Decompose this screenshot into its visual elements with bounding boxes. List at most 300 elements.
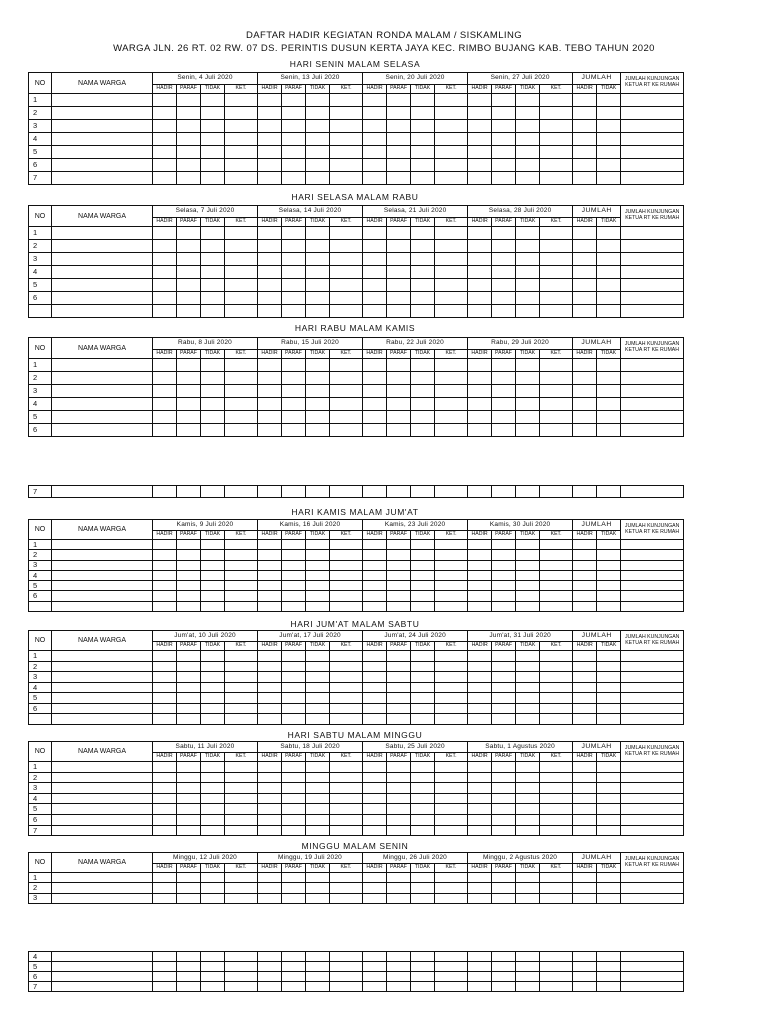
tidak-cell[interactable] (516, 873, 540, 883)
hadir-cell[interactable] (258, 172, 282, 185)
hadir-cell[interactable] (363, 982, 387, 992)
paraf-cell[interactable] (282, 305, 306, 318)
ket-cell[interactable] (225, 107, 258, 120)
nama-warga-cell[interactable] (52, 550, 153, 560)
hadir-cell[interactable] (258, 814, 282, 825)
hadir-cell[interactable] (258, 972, 282, 982)
hadir-cell[interactable] (153, 385, 177, 398)
paraf-cell[interactable] (387, 133, 411, 146)
paraf-cell[interactable] (177, 359, 201, 372)
jumlah-hadir-cell[interactable] (573, 982, 597, 992)
tidak-cell[interactable] (201, 172, 225, 185)
ket-cell[interactable] (435, 146, 468, 159)
hadir-cell[interactable] (363, 172, 387, 185)
nama-warga-cell[interactable] (52, 581, 153, 591)
hadir-cell[interactable] (258, 94, 282, 107)
paraf-cell[interactable] (492, 672, 516, 683)
tidak-cell[interactable] (201, 762, 225, 773)
ket-cell[interactable] (330, 982, 363, 992)
ket-cell[interactable] (540, 682, 573, 693)
paraf-cell[interactable] (177, 952, 201, 962)
ket-cell[interactable] (540, 952, 573, 962)
tidak-cell[interactable] (201, 424, 225, 437)
tidak-cell[interactable] (516, 661, 540, 672)
tidak-cell[interactable] (411, 962, 435, 972)
ket-cell[interactable] (330, 159, 363, 172)
hadir-cell[interactable] (153, 804, 177, 815)
hadir-cell[interactable] (468, 305, 492, 318)
paraf-cell[interactable] (387, 266, 411, 279)
ket-cell[interactable] (330, 560, 363, 570)
tidak-cell[interactable] (516, 94, 540, 107)
paraf-cell[interactable] (492, 793, 516, 804)
paraf-cell[interactable] (492, 94, 516, 107)
nama-warga-cell[interactable] (52, 814, 153, 825)
kunjungan-cell[interactable] (621, 982, 684, 992)
nama-warga-cell[interactable] (52, 172, 153, 185)
jumlah-hadir-cell[interactable] (573, 146, 597, 159)
jumlah-hadir-cell[interactable] (573, 570, 597, 580)
paraf-cell[interactable] (387, 240, 411, 253)
paraf-cell[interactable] (177, 486, 201, 498)
ket-cell[interactable] (540, 107, 573, 120)
tidak-cell[interactable] (516, 107, 540, 120)
hadir-cell[interactable] (258, 385, 282, 398)
tidak-cell[interactable] (306, 883, 330, 893)
paraf-cell[interactable] (492, 266, 516, 279)
paraf-cell[interactable] (177, 581, 201, 591)
tidak-cell[interactable] (201, 266, 225, 279)
jumlah-tidak-cell[interactable] (597, 372, 621, 385)
kunjungan-cell[interactable] (621, 240, 684, 253)
paraf-cell[interactable] (387, 159, 411, 172)
hadir-cell[interactable] (468, 133, 492, 146)
paraf-cell[interactable] (282, 952, 306, 962)
nama-warga-cell[interactable] (52, 486, 153, 498)
hadir-cell[interactable] (468, 825, 492, 836)
paraf-cell[interactable] (387, 550, 411, 560)
tidak-cell[interactable] (516, 893, 540, 903)
ket-cell[interactable] (435, 814, 468, 825)
paraf-cell[interactable] (282, 591, 306, 601)
tidak-cell[interactable] (516, 651, 540, 662)
paraf-cell[interactable] (177, 411, 201, 424)
paraf-cell[interactable] (387, 279, 411, 292)
hadir-cell[interactable] (258, 411, 282, 424)
tidak-cell[interactable] (411, 172, 435, 185)
hadir-cell[interactable] (153, 591, 177, 601)
paraf-cell[interactable] (492, 601, 516, 611)
ket-cell[interactable] (435, 714, 468, 725)
jumlah-tidak-cell[interactable] (597, 424, 621, 437)
paraf-cell[interactable] (177, 305, 201, 318)
jumlah-hadir-cell[interactable] (573, 591, 597, 601)
tidak-cell[interactable] (306, 672, 330, 683)
tidak-cell[interactable] (306, 424, 330, 437)
nama-warga-cell[interactable] (52, 661, 153, 672)
ket-cell[interactable] (330, 292, 363, 305)
ket-cell[interactable] (225, 952, 258, 962)
hadir-cell[interactable] (153, 703, 177, 714)
jumlah-hadir-cell[interactable] (573, 227, 597, 240)
paraf-cell[interactable] (492, 982, 516, 992)
hadir-cell[interactable] (468, 814, 492, 825)
tidak-cell[interactable] (411, 651, 435, 662)
hadir-cell[interactable] (363, 651, 387, 662)
tidak-cell[interactable] (201, 714, 225, 725)
kunjungan-cell[interactable] (621, 703, 684, 714)
jumlah-tidak-cell[interactable] (597, 601, 621, 611)
ket-cell[interactable] (225, 398, 258, 411)
tidak-cell[interactable] (516, 825, 540, 836)
nama-warga-cell[interactable] (52, 651, 153, 662)
ket-cell[interactable] (330, 411, 363, 424)
paraf-cell[interactable] (282, 486, 306, 498)
hadir-cell[interactable] (468, 372, 492, 385)
jumlah-hadir-cell[interactable] (573, 398, 597, 411)
hadir-cell[interactable] (153, 793, 177, 804)
nama-warga-cell[interactable] (52, 411, 153, 424)
ket-cell[interactable] (435, 703, 468, 714)
paraf-cell[interactable] (282, 601, 306, 611)
jumlah-tidak-cell[interactable] (597, 398, 621, 411)
tidak-cell[interactable] (411, 560, 435, 570)
hadir-cell[interactable] (468, 693, 492, 704)
tidak-cell[interactable] (201, 793, 225, 804)
ket-cell[interactable] (330, 133, 363, 146)
paraf-cell[interactable] (177, 825, 201, 836)
jumlah-hadir-cell[interactable] (573, 952, 597, 962)
ket-cell[interactable] (540, 893, 573, 903)
ket-cell[interactable] (540, 146, 573, 159)
kunjungan-cell[interactable] (621, 814, 684, 825)
jumlah-hadir-cell[interactable] (573, 172, 597, 185)
ket-cell[interactable] (330, 873, 363, 883)
paraf-cell[interactable] (282, 825, 306, 836)
hadir-cell[interactable] (468, 107, 492, 120)
kunjungan-cell[interactable] (621, 398, 684, 411)
paraf-cell[interactable] (177, 672, 201, 683)
hadir-cell[interactable] (258, 703, 282, 714)
hadir-cell[interactable] (153, 227, 177, 240)
ket-cell[interactable] (225, 825, 258, 836)
ket-cell[interactable] (540, 873, 573, 883)
jumlah-hadir-cell[interactable] (573, 253, 597, 266)
ket-cell[interactable] (330, 359, 363, 372)
hadir-cell[interactable] (363, 672, 387, 683)
hadir-cell[interactable] (258, 372, 282, 385)
hadir-cell[interactable] (258, 253, 282, 266)
paraf-cell[interactable] (282, 581, 306, 591)
ket-cell[interactable] (435, 762, 468, 773)
tidak-cell[interactable] (411, 540, 435, 550)
hadir-cell[interactable] (468, 159, 492, 172)
paraf-cell[interactable] (387, 661, 411, 672)
ket-cell[interactable] (435, 359, 468, 372)
ket-cell[interactable] (225, 873, 258, 883)
hadir-cell[interactable] (153, 540, 177, 550)
ket-cell[interactable] (225, 814, 258, 825)
ket-cell[interactable] (330, 672, 363, 683)
ket-cell[interactable] (540, 883, 573, 893)
paraf-cell[interactable] (282, 159, 306, 172)
paraf-cell[interactable] (177, 982, 201, 992)
ket-cell[interactable] (225, 682, 258, 693)
paraf-cell[interactable] (177, 873, 201, 883)
hadir-cell[interactable] (153, 714, 177, 725)
jumlah-hadir-cell[interactable] (573, 672, 597, 683)
hadir-cell[interactable] (153, 486, 177, 498)
paraf-cell[interactable] (387, 651, 411, 662)
ket-cell[interactable] (540, 240, 573, 253)
hadir-cell[interactable] (363, 120, 387, 133)
ket-cell[interactable] (330, 581, 363, 591)
tidak-cell[interactable] (411, 146, 435, 159)
jumlah-hadir-cell[interactable] (573, 601, 597, 611)
paraf-cell[interactable] (492, 279, 516, 292)
tidak-cell[interactable] (306, 540, 330, 550)
kunjungan-cell[interactable] (621, 570, 684, 580)
kunjungan-cell[interactable] (621, 372, 684, 385)
paraf-cell[interactable] (492, 424, 516, 437)
paraf-cell[interactable] (387, 570, 411, 580)
hadir-cell[interactable] (153, 253, 177, 266)
jumlah-hadir-cell[interactable] (573, 292, 597, 305)
ket-cell[interactable] (330, 146, 363, 159)
tidak-cell[interactable] (306, 703, 330, 714)
ket-cell[interactable] (330, 172, 363, 185)
hadir-cell[interactable] (258, 783, 282, 794)
tidak-cell[interactable] (201, 486, 225, 498)
ket-cell[interactable] (435, 581, 468, 591)
ket-cell[interactable] (435, 159, 468, 172)
ket-cell[interactable] (330, 814, 363, 825)
tidak-cell[interactable] (516, 540, 540, 550)
jumlah-tidak-cell[interactable] (597, 550, 621, 560)
ket-cell[interactable] (435, 982, 468, 992)
ket-cell[interactable] (435, 133, 468, 146)
nama-warga-cell[interactable] (52, 972, 153, 982)
paraf-cell[interactable] (387, 893, 411, 903)
hadir-cell[interactable] (363, 873, 387, 883)
kunjungan-cell[interactable] (621, 962, 684, 972)
tidak-cell[interactable] (411, 305, 435, 318)
hadir-cell[interactable] (363, 682, 387, 693)
paraf-cell[interactable] (177, 279, 201, 292)
hadir-cell[interactable] (258, 825, 282, 836)
nama-warga-cell[interactable] (52, 601, 153, 611)
paraf-cell[interactable] (177, 560, 201, 570)
ket-cell[interactable] (330, 94, 363, 107)
paraf-cell[interactable] (282, 883, 306, 893)
paraf-cell[interactable] (177, 398, 201, 411)
hadir-cell[interactable] (153, 661, 177, 672)
paraf-cell[interactable] (282, 982, 306, 992)
hadir-cell[interactable] (468, 411, 492, 424)
ket-cell[interactable] (540, 972, 573, 982)
ket-cell[interactable] (540, 793, 573, 804)
tidak-cell[interactable] (306, 279, 330, 292)
paraf-cell[interactable] (282, 762, 306, 773)
tidak-cell[interactable] (516, 962, 540, 972)
tidak-cell[interactable] (516, 783, 540, 794)
ket-cell[interactable] (225, 146, 258, 159)
tidak-cell[interactable] (516, 560, 540, 570)
paraf-cell[interactable] (282, 172, 306, 185)
kunjungan-cell[interactable] (621, 601, 684, 611)
nama-warga-cell[interactable] (52, 266, 153, 279)
paraf-cell[interactable] (387, 227, 411, 240)
ket-cell[interactable] (435, 601, 468, 611)
kunjungan-cell[interactable] (621, 682, 684, 693)
jumlah-tidak-cell[interactable] (597, 783, 621, 794)
hadir-cell[interactable] (258, 159, 282, 172)
paraf-cell[interactable] (492, 398, 516, 411)
hadir-cell[interactable] (258, 693, 282, 704)
ket-cell[interactable] (225, 372, 258, 385)
ket-cell[interactable] (435, 372, 468, 385)
tidak-cell[interactable] (411, 772, 435, 783)
hadir-cell[interactable] (468, 581, 492, 591)
tidak-cell[interactable] (201, 814, 225, 825)
tidak-cell[interactable] (411, 359, 435, 372)
hadir-cell[interactable] (363, 424, 387, 437)
nama-warga-cell[interactable] (52, 952, 153, 962)
tidak-cell[interactable] (306, 305, 330, 318)
ket-cell[interactable] (435, 120, 468, 133)
tidak-cell[interactable] (516, 240, 540, 253)
hadir-cell[interactable] (363, 398, 387, 411)
hadir-cell[interactable] (363, 372, 387, 385)
ket-cell[interactable] (225, 651, 258, 662)
ket-cell[interactable] (330, 570, 363, 580)
tidak-cell[interactable] (306, 372, 330, 385)
paraf-cell[interactable] (387, 385, 411, 398)
paraf-cell[interactable] (282, 550, 306, 560)
paraf-cell[interactable] (282, 120, 306, 133)
hadir-cell[interactable] (363, 693, 387, 704)
hadir-cell[interactable] (468, 385, 492, 398)
ket-cell[interactable] (330, 651, 363, 662)
tidak-cell[interactable] (516, 591, 540, 601)
tidak-cell[interactable] (201, 372, 225, 385)
paraf-cell[interactable] (177, 601, 201, 611)
paraf-cell[interactable] (282, 253, 306, 266)
hadir-cell[interactable] (468, 172, 492, 185)
hadir-cell[interactable] (468, 560, 492, 570)
jumlah-hadir-cell[interactable] (573, 385, 597, 398)
tidak-cell[interactable] (411, 804, 435, 815)
jumlah-tidak-cell[interactable] (597, 94, 621, 107)
paraf-cell[interactable] (492, 783, 516, 794)
ket-cell[interactable] (330, 240, 363, 253)
ket-cell[interactable] (435, 591, 468, 601)
ket-cell[interactable] (330, 424, 363, 437)
tidak-cell[interactable] (306, 793, 330, 804)
hadir-cell[interactable] (153, 762, 177, 773)
ket-cell[interactable] (435, 651, 468, 662)
hadir-cell[interactable] (363, 714, 387, 725)
paraf-cell[interactable] (177, 651, 201, 662)
ket-cell[interactable] (435, 172, 468, 185)
kunjungan-cell[interactable] (621, 266, 684, 279)
hadir-cell[interactable] (468, 227, 492, 240)
kunjungan-cell[interactable] (621, 762, 684, 773)
ket-cell[interactable] (435, 972, 468, 982)
tidak-cell[interactable] (306, 486, 330, 498)
kunjungan-cell[interactable] (621, 227, 684, 240)
paraf-cell[interactable] (492, 172, 516, 185)
nama-warga-cell[interactable] (52, 120, 153, 133)
ket-cell[interactable] (225, 693, 258, 704)
hadir-cell[interactable] (153, 305, 177, 318)
hadir-cell[interactable] (153, 873, 177, 883)
hadir-cell[interactable] (363, 825, 387, 836)
paraf-cell[interactable] (387, 714, 411, 725)
jumlah-tidak-cell[interactable] (597, 703, 621, 714)
ket-cell[interactable] (225, 772, 258, 783)
paraf-cell[interactable] (282, 814, 306, 825)
nama-warga-cell[interactable] (52, 146, 153, 159)
hadir-cell[interactable] (258, 279, 282, 292)
hadir-cell[interactable] (153, 814, 177, 825)
nama-warga-cell[interactable] (52, 693, 153, 704)
ket-cell[interactable] (435, 672, 468, 683)
tidak-cell[interactable] (411, 672, 435, 683)
ket-cell[interactable] (540, 672, 573, 683)
nama-warga-cell[interactable] (52, 825, 153, 836)
ket-cell[interactable] (330, 661, 363, 672)
jumlah-tidak-cell[interactable] (597, 253, 621, 266)
hadir-cell[interactable] (468, 772, 492, 783)
tidak-cell[interactable] (516, 253, 540, 266)
hadir-cell[interactable] (258, 398, 282, 411)
jumlah-hadir-cell[interactable] (573, 772, 597, 783)
paraf-cell[interactable] (177, 424, 201, 437)
kunjungan-cell[interactable] (621, 952, 684, 962)
hadir-cell[interactable] (363, 560, 387, 570)
jumlah-hadir-cell[interactable] (573, 159, 597, 172)
tidak-cell[interactable] (516, 804, 540, 815)
paraf-cell[interactable] (177, 372, 201, 385)
tidak-cell[interactable] (201, 94, 225, 107)
nama-warga-cell[interactable] (52, 982, 153, 992)
ket-cell[interactable] (435, 825, 468, 836)
tidak-cell[interactable] (201, 581, 225, 591)
jumlah-tidak-cell[interactable] (597, 762, 621, 773)
tidak-cell[interactable] (306, 825, 330, 836)
paraf-cell[interactable] (177, 159, 201, 172)
tidak-cell[interactable] (201, 772, 225, 783)
nama-warga-cell[interactable] (52, 305, 153, 318)
paraf-cell[interactable] (282, 94, 306, 107)
tidak-cell[interactable] (306, 962, 330, 972)
tidak-cell[interactable] (306, 651, 330, 662)
ket-cell[interactable] (330, 253, 363, 266)
nama-warga-cell[interactable] (52, 793, 153, 804)
paraf-cell[interactable] (492, 591, 516, 601)
tidak-cell[interactable] (201, 146, 225, 159)
kunjungan-cell[interactable] (621, 560, 684, 570)
tidak-cell[interactable] (411, 682, 435, 693)
ket-cell[interactable] (225, 540, 258, 550)
paraf-cell[interactable] (177, 570, 201, 580)
tidak-cell[interactable] (306, 893, 330, 903)
jumlah-tidak-cell[interactable] (597, 714, 621, 725)
paraf-cell[interactable] (177, 292, 201, 305)
ket-cell[interactable] (435, 893, 468, 903)
tidak-cell[interactable] (411, 661, 435, 672)
